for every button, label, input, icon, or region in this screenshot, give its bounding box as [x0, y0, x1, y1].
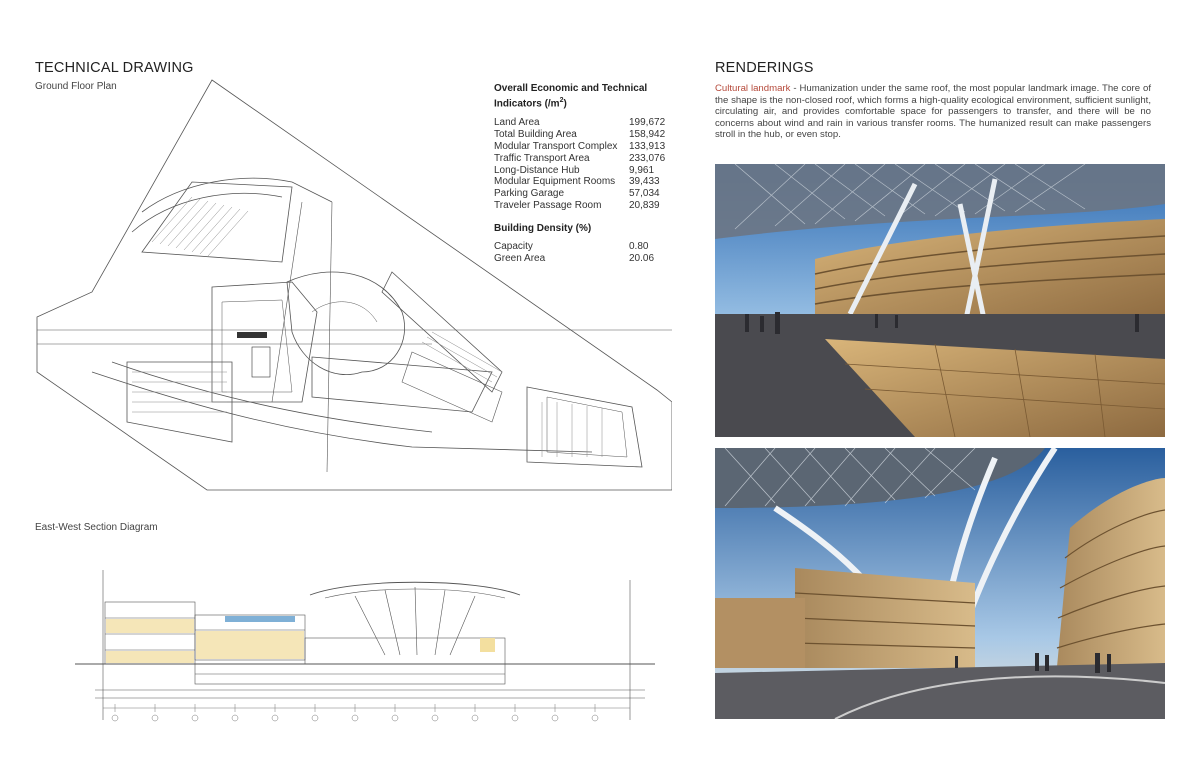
indicator-row: Modular Transport Complex 133,913 — [494, 140, 666, 152]
ground-floor-plan-label: Ground Floor Plan — [35, 81, 117, 92]
indicator-row: Total Building Area 158,942 — [494, 129, 666, 141]
indicators-heading: Overall Economic and Technical Indicators $(/m^2)$ — [494, 83, 648, 110]
section-diagram-drawing — [55, 560, 675, 725]
rendering-image-2 — [715, 448, 1165, 719]
renderings-title: RENDERINGS — [715, 60, 814, 76]
indicator-row: Land Area 199,672 — [494, 117, 666, 129]
indicators-panel — [494, 83, 674, 264]
indicator-row: Parking Garage 57,034 — [494, 188, 660, 200]
rendering-image-1 — [715, 164, 1165, 437]
indicator-row: Modular Equipment Rooms 39,433 — [494, 176, 660, 188]
renderings-description: Cultural landmark - Humanization under the same roof, the most popular landmark image. The core of the shape is the non-closed roof, which forms a high-quality ecological environment, sufficient sunlight, circulating air, and provides comfortable space for passengers to transfer, and there will be no concerns about wind and rain in various transfer rooms. The humanized result can make passengers stroll in the hub, or even stop. — [715, 83, 1151, 141]
indicator-row: Long-Distance Hub 9,961 — [494, 164, 655, 176]
highlight-text: Cultural landmark — [715, 83, 791, 94]
density-row: Green Area 20.06 — [494, 252, 655, 264]
technical-drawing-title: TECHNICAL DRAWING — [35, 60, 194, 76]
indicator-row: Traffic Transport Area 233,076 — [494, 152, 666, 164]
density-row: Capacity 0.80 — [494, 240, 649, 252]
indicator-row: Traveler Passage Room 20,839 — [494, 199, 660, 211]
section-diagram-label: East-West Section Diagram — [35, 522, 158, 533]
density-heading: Building Density (%) — [494, 222, 592, 234]
